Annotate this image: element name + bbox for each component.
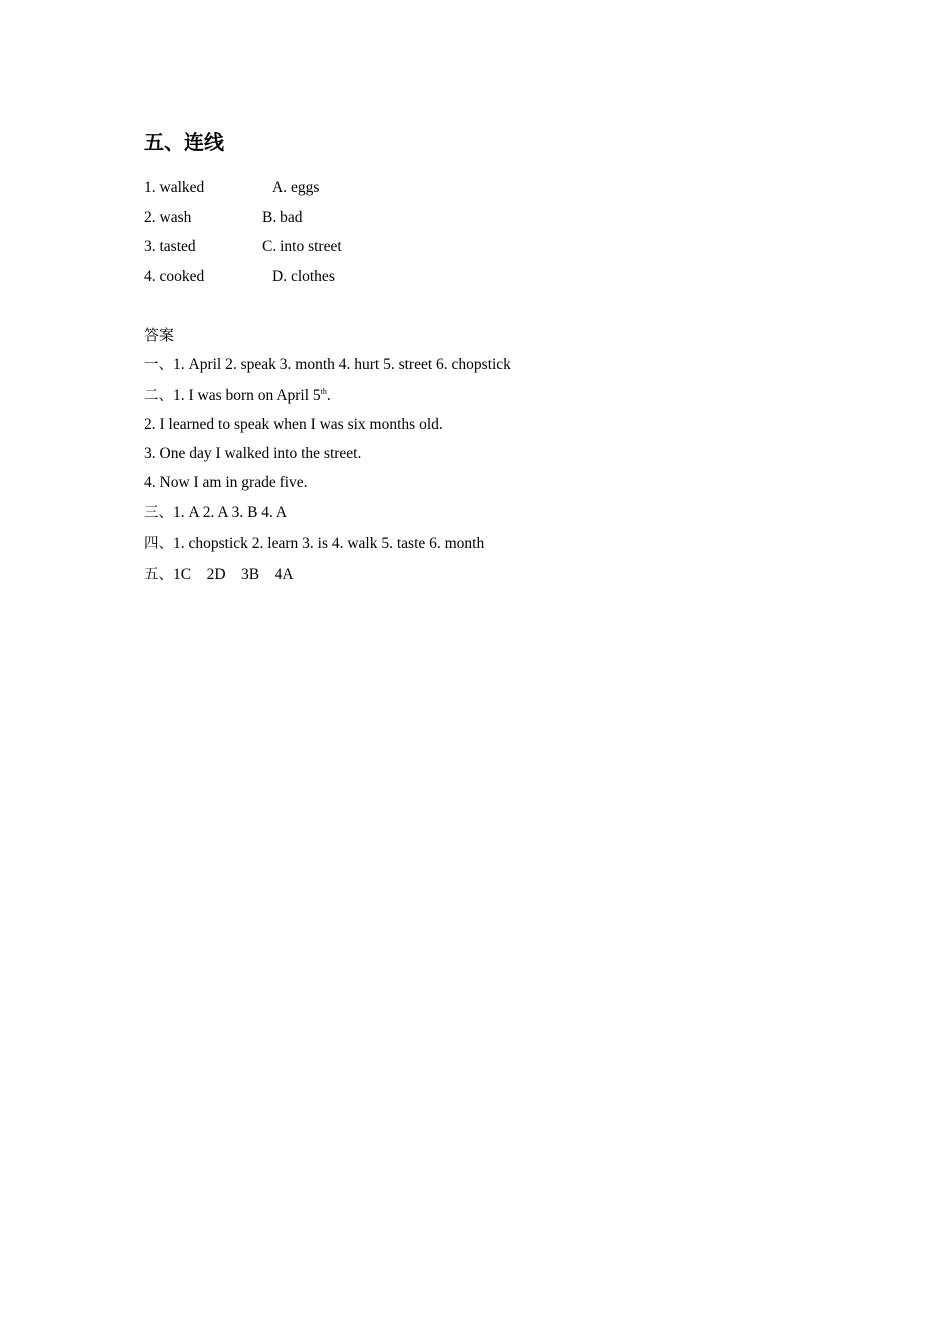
- answer-prefix-8: 五、: [144, 567, 173, 583]
- answers-title: 答案: [144, 326, 175, 344]
- matching-left-3: 3. tasted: [144, 238, 196, 255]
- matching-left-4: 4. cooked: [144, 268, 205, 285]
- matching-right-4: D. clothes: [272, 268, 335, 285]
- answer-text-2: 1. I was born on April 5: [173, 387, 321, 404]
- answer-text-1: 1. April 2. speak 3. month 4. hurt 5. street 6. chopstick: [173, 356, 511, 373]
- matching-row-4: [144, 266, 544, 288]
- answer-line-2: [144, 385, 331, 407]
- matching-left-2: 2. wash: [144, 209, 192, 226]
- answer-text-7: 1. chopstick 2. learn 3. is 4. walk 5. taste 6. month: [173, 535, 485, 552]
- matching-right-1: A. eggs: [272, 179, 320, 196]
- answer-line-4: 3. One day I walked into the street.: [144, 445, 362, 462]
- answer-text-6: 1. A 2. A 3. B 4. A: [173, 504, 288, 521]
- matching-right-2: B. bad: [262, 209, 303, 226]
- answer-line-1: [144, 354, 511, 376]
- matching-row-3: [144, 236, 544, 258]
- section-heading: 五、连线: [144, 130, 224, 154]
- answer-line-3: 2. I learned to speak when I was six months old.: [144, 416, 443, 433]
- matching-row-1: [144, 177, 544, 199]
- answer-superscript: th: [320, 386, 327, 396]
- answer-prefix-2: 二、: [144, 388, 173, 404]
- answer-suffix-2: .: [326, 387, 331, 404]
- answer-prefix-6: 三、: [144, 505, 173, 521]
- answer-line-6: [144, 502, 287, 524]
- matching-row-2: [144, 207, 544, 229]
- answer-line-8: [144, 564, 294, 586]
- matching-left-1: 1. walked: [144, 179, 205, 196]
- answer-text-8: 1C 2D 3B 4A: [173, 566, 294, 583]
- answer-line-5: 4. Now I am in grade five.: [144, 474, 308, 491]
- answer-prefix-1: 一、: [144, 357, 173, 373]
- matching-right-3: C. into street: [262, 238, 342, 255]
- answer-prefix-7: 四、: [144, 536, 173, 552]
- answer-line-7: [144, 533, 484, 555]
